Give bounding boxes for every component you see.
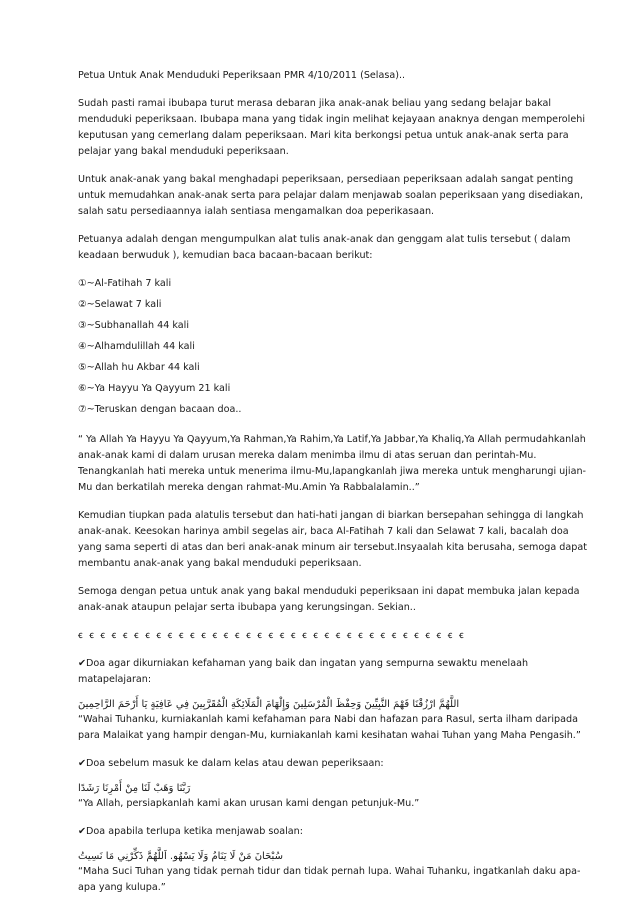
list-item: ②~Selawat 7 kali xyxy=(78,299,162,310)
prayer-paragraph: “ Ya Allah Ya Hayyu Ya Qayyum,Ya Rahman,Ya Rahim,Ya Latif,Ya Jabbar,Ya Khaliq,Ya Allah permudahkanlah anak-anak kami di dalam urusan mereka dalam menimba ilmu di atas seruan dan perintah-Mu. Tenangkanlah hati mereka untuk menerima ilmu-Mu,lapangkanlah jiwa mereka untuk mengharungi ujian-Mu dan berkatilah mereka dengan rahmat-Mu.Amin Ya Rabbalalamin..” xyxy=(78,434,587,493)
doa3-heading: ✔Doa apabila terlupa ketika menjawab soalan: xyxy=(78,826,303,837)
list-item: ⑤~Allah hu Akbar 44 kali xyxy=(78,362,200,373)
intro-paragraph: Sudah pasti ramai ibubapa turut merasa debaran jika anak-anak beliau yang sedang belajar bakal menduduki peperiksaan. Ibubapa mana yang tidak ingin melihat kejayaan anaknya dengan memperolehi keputusan yang cemerlang dalam peperiksaan. Mari kita berkongsi petua untuk anak-anak serta para pelajar yang bakal menduduki peperiksaan. xyxy=(78,98,585,157)
list-item: ④~Alhamdulillah 44 kali xyxy=(78,341,195,352)
doa1-heading: ✔Doa agar dikurniakan kefahaman yang baik dan ingatan yang sempurna sewaktu menelaah matapelajaran: xyxy=(78,658,529,685)
doa2-translation: “Ya Allah, persiapkanlah kami akan urusan kami dengan petunjuk-Mu.” xyxy=(78,798,420,809)
list-item: ①~Al-Fatihah 7 kali xyxy=(78,278,172,289)
list-item: ⑦~Teruskan dengan bacaan doa.. xyxy=(78,404,242,415)
doa1-arabic: اللَّهُمَّ ارْزُقْنَا فَهْمَ النَّبِيِّينَ وَحِفْظَ الْمُرْسَلِينَ وَإِلْهَامَ الْمَلَائِكَةِ الْمُقَرَّبِينَ فِي عَافِيَةٍ يَا أَرْحَمَ الرَّاحِمِينَ xyxy=(78,699,460,710)
doa3-translation: “Maha Suci Tuhan yang tidak pernah tidur dan tidak pernah lupa. Wahai Tuhanku, ingatkanlah daku apa-apa yang kulupa.” xyxy=(78,866,581,893)
document-title: Petua Untuk Anak Menduduki Peperiksaan PMR 4/10/2011 (Selasa).. xyxy=(78,70,406,81)
instructions-paragraph: Kemudian tiupkan pada alatulis tersebut dan hati-hati jangan di biarkan bersepahan sehingga di langkah anak-anak. Keesokan harinya ambil segelas air, baca Al-Fatihah 7 kali dan Selawat 7 kali, bacalah doa yang sama seperti di atas dan beri anak-anak minum air tersebut.Insyaalah kita berusaha, semoga dapat membantu anak-anak yang bakal menduduki peperiksaan. xyxy=(78,510,587,569)
separator-line: ꞓꞓꞓꞓꞓꞓꞓꞓꞓꞓꞓꞓꞓꞓꞓꞓꞓꞓꞓꞓꞓꞓꞓꞓꞓꞓꞓꞓꞓꞓꞓꞓꞓꞓꞓ xyxy=(78,630,471,641)
doa2-heading: ✔Doa sebelum masuk ke dalam kelas atau dewan peperiksaan: xyxy=(78,758,384,769)
method-paragraph: Petuanya adalah dengan mengumpulkan alat tulis anak-anak dan genggam alat tulis tersebut ( dalam keadaan berwuduk ), kemudian baca bacaan-bacaan berikut: xyxy=(78,234,571,261)
list-item: ③~Subhanallah 44 kali xyxy=(78,320,190,331)
closing-paragraph: Semoga dengan petua untuk anak yang bakal menduduki peperiksaan ini dapat membuka jalan kepada anak-anak ataupun pelajar serta ibubapa yang kerungsingan. Sekian.. xyxy=(78,586,580,613)
doa3-arabic: سُبْحَانَ مَنْ لَا يَنَامُ وَلَا يَسْهُو. اَللَّهُمَّ ذَكِّرْنِي مَا نَسِيتُ xyxy=(78,851,283,862)
doa1-translation: “Wahai Tuhanku, kurniakanlah kami kefahaman para Nabi dan hafazan para Rasul, serta ilham daripada para Malaikat yang hampir dengan-Mu, kurniakanlah kami kesihatan wahai Tuhan yang Maha Pengasih.” xyxy=(78,714,581,741)
list-item: ⑥~Ya Hayyu Ya Qayyum 21 kali xyxy=(78,383,231,394)
doa2-arabic: رَبَّنَا وَهَبْ لَنَا مِنْ أَمْرِنَا رَشَدًا xyxy=(78,783,191,794)
preparation-paragraph: Untuk anak-anak yang bakal menghadapi peperiksaan, persediaan peperiksaan adalah sangat penting untuk memudahkan anak-anak serta para pelajar dalam menjawab soalan peperiksaan yang disediakan, salah satu persediaannya ialah sentiasa mengamalkan doa peperikasaan. xyxy=(78,174,584,217)
recitation-list xyxy=(78,276,588,418)
